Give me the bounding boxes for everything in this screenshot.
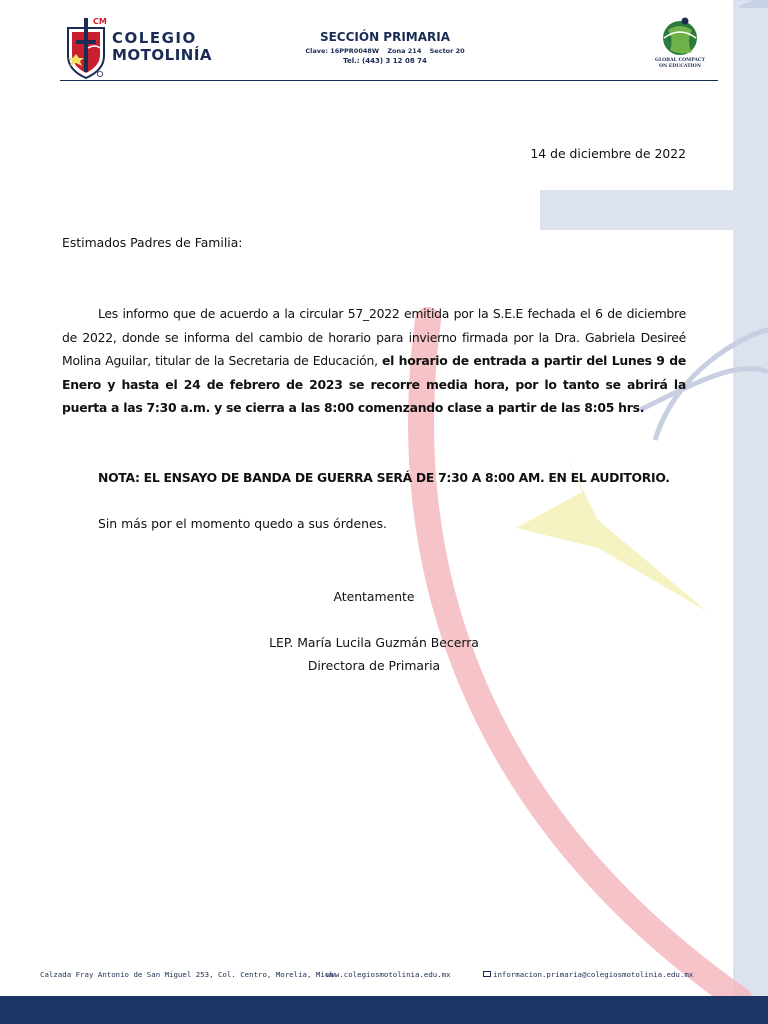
clave-text: Clave: 16PPR0048W (305, 47, 380, 55)
footer-website[interactable]: www.colegiosmotolinia.edu.mx (326, 970, 451, 979)
paragraph-bold: el horario de entrada a partir del Lunes 9 de Enero y hasta el 24 de febrero de 2023 se recorre media hora, por lo tanto se abrirá la puerta a las 7:30 a.m. y se cierra a las 8:00 comenzando clase a partir de las 8:05 hrs. (62, 353, 686, 416)
footer-email[interactable]: informacion.primaria@colegiosmotolinia.edu.mx (493, 970, 694, 979)
school-logo (64, 14, 214, 80)
school-codes (300, 47, 470, 55)
logo-text-motolinia: MOTOLINÍA (112, 46, 213, 64)
closing-text: Sin más por el momento quedo a sus órdenes. (98, 516, 387, 531)
global-compact-logo (652, 16, 708, 74)
header-divider (60, 80, 718, 81)
logo-text-colegio: COLEGIO (112, 29, 197, 47)
paragraph-plain: Les informo que de acuerdo a la circular 57_2022 emitida por la S.E.E fechada el 6 de diciembre de 2022, donde se informa del cambio de horario para invierno firmada por la Dra. Gabriela Desireé Molina Aguilar, titular de la Secretaria de Educación, (62, 306, 686, 369)
signer-name: LEP. María Lucila Guzmán Becerra (269, 635, 479, 650)
note-text: NOTA: EL ENSAYO DE BANDA DE GUERRA SERÁ DE 7:30 A 8:00 AM. EN EL AUDITORIO. (98, 470, 670, 485)
letter-date: 14 de diciembre de 2022 (530, 146, 686, 161)
phone-text: Tel.: (443) 3 12 08 74 (343, 57, 427, 65)
sector-text: Sector 20 (429, 47, 465, 55)
header-center (300, 30, 470, 65)
footer-email-block (483, 970, 693, 979)
global-compact-text (652, 58, 708, 69)
logo-mark: CM (93, 17, 107, 26)
main-paragraph (62, 302, 686, 420)
footer-address: Calzada Fray Antonio de San Miguel 253, Col. Centro, Morelia, Mich. (40, 970, 339, 979)
gc-line2: ON EDUCATION (658, 63, 702, 69)
zona-text: Zona 214 (387, 47, 422, 55)
globe-icon (652, 16, 708, 58)
section-title: SECCIÓN PRIMARIA (319, 30, 451, 44)
greeting: Estimados Padres de Familia: (62, 235, 243, 250)
envelope-icon (483, 971, 491, 977)
sign-off: Atentamente (333, 589, 415, 604)
footer (40, 970, 720, 982)
gc-line1: GLOBAL COMPACT (655, 58, 705, 63)
footer-bar (0, 996, 768, 1024)
signer-role: Directora de Primaria (307, 658, 441, 673)
